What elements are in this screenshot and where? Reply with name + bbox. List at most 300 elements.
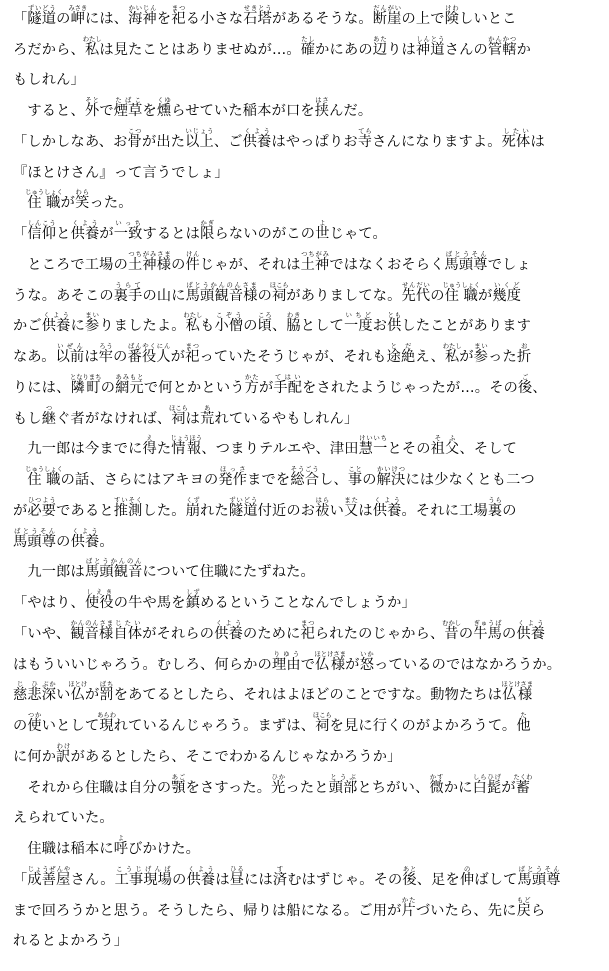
ruby-word	[516, 712, 531, 734]
text-run: と	[56, 226, 71, 242]
ruby-word	[273, 373, 303, 396]
text-run: が	[477, 287, 493, 304]
ruby-word	[115, 373, 144, 396]
ruby-word	[113, 97, 143, 119]
ruby-base: 解決	[376, 472, 406, 488]
text-run: が	[99, 226, 114, 242]
ruby-base: 海神	[128, 10, 157, 27]
furigana: すいそく	[113, 496, 143, 504]
furigana: こぞう	[214, 312, 244, 320]
text-line	[13, 462, 603, 493]
furigana: くよう	[186, 865, 216, 873]
ruby-base: 呼	[113, 841, 129, 857]
ruby-base: 荒	[200, 410, 215, 427]
ruby-base: 先代	[401, 287, 431, 304]
ruby-word	[269, 281, 289, 304]
furigana: わき	[286, 312, 301, 320]
text-run: ら	[530, 902, 546, 919]
ruby-word	[183, 312, 203, 335]
ruby-word	[41, 312, 71, 335]
ruby-base: 慧一	[358, 441, 388, 458]
text-line	[13, 677, 603, 708]
furigana: とうぶ	[328, 773, 358, 781]
furigana: つちがみ	[300, 250, 330, 258]
ruby-base: 観音様	[70, 625, 114, 642]
ruby-word	[113, 835, 129, 857]
ruby-word	[429, 773, 444, 796]
furigana: たくわ	[513, 773, 533, 781]
ruby-base: 断崖	[372, 10, 402, 27]
ruby-word	[517, 373, 533, 396]
text-run: ではなくおそらく	[329, 256, 445, 273]
ruby-base: 情報	[170, 441, 203, 458]
text-run: でしょ	[487, 256, 531, 273]
ruby-base: 世	[315, 226, 330, 242]
ruby-word	[501, 681, 534, 704]
text-run: の	[100, 379, 116, 396]
ruby-word	[55, 343, 85, 365]
text-run: さん。	[70, 871, 115, 888]
furigana: わたし	[82, 35, 102, 43]
furigana: じひ	[13, 681, 42, 689]
furigana: わら	[75, 189, 90, 197]
text-run: かにあの	[315, 41, 373, 58]
furigana: まつ	[185, 343, 200, 350]
ruby-word	[200, 404, 215, 427]
text-run: た	[156, 441, 172, 458]
text-run: とその	[387, 441, 431, 458]
text-run: る小さな	[185, 10, 244, 27]
text-run: をあてるとしたら、それはよほどのことですな。動物たちは	[113, 687, 503, 704]
text-run: 「いや、	[13, 625, 71, 642]
text-run: むはずじゃ。その	[287, 871, 403, 888]
ruby-word	[27, 220, 57, 242]
furigana: くよう	[516, 619, 546, 627]
text-run: の	[502, 502, 517, 519]
furigana: の	[459, 865, 475, 873]
text-run: の話、さらにはアキヨの	[60, 472, 219, 488]
text-run: を	[156, 10, 172, 27]
furigana: いくど	[492, 281, 522, 289]
text-run: 「しかしなあ、お	[13, 133, 128, 150]
ruby-base: 自体	[113, 625, 143, 642]
ruby-word	[113, 281, 143, 304]
ruby-base: 網元	[115, 379, 144, 396]
ruby-base: 鎮	[185, 595, 201, 611]
text-run: れるとよかろう」	[13, 933, 129, 950]
furigana: かんのんさま	[70, 619, 114, 627]
text-line	[13, 154, 603, 185]
ruby-word	[70, 220, 100, 242]
text-run: があるとしたら、そこでわかるんじゃなかろうか」	[70, 748, 402, 765]
text-line	[13, 554, 603, 585]
ruby-word	[387, 312, 402, 335]
text-run: まで回ろうかと思う。そうしたら、帰りは船になる。ご用が	[13, 902, 402, 919]
text-run: も	[200, 318, 215, 335]
ruby-base: 馬頭観音	[84, 564, 143, 581]
furigana: かいけつ	[376, 466, 406, 473]
ruby-base: 参	[473, 349, 489, 365]
text-run: が	[345, 656, 360, 673]
ruby-word	[343, 312, 373, 335]
furigana: くよう	[70, 527, 100, 535]
ruby-word	[41, 404, 57, 427]
text-run: 「	[13, 871, 28, 888]
furigana: ばとうそん	[13, 527, 57, 535]
ruby-word	[68, 681, 88, 704]
ruby-word	[25, 189, 63, 212]
ruby-word	[472, 773, 502, 796]
furigana: となりまち	[69, 373, 102, 381]
furigana: ほとけさま	[314, 650, 346, 658]
furigana: ご	[517, 373, 533, 381]
text-run: すると、	[13, 103, 85, 119]
text-run: うな。あそこの	[13, 287, 114, 304]
ruby-base: 方	[244, 379, 259, 396]
ruby-base: 牢	[98, 349, 114, 365]
furigana: くよう	[70, 220, 100, 227]
ruby-word	[442, 619, 462, 642]
furigana: まい	[84, 312, 100, 320]
furigana: あみもと	[115, 373, 144, 381]
furigana: ずいどう	[27, 4, 57, 12]
furigana: くよう	[41, 312, 71, 320]
text-run: それから住職は自分の	[13, 779, 172, 796]
ruby-word	[82, 35, 102, 58]
furigana: くよう	[214, 619, 243, 627]
ruby-base: 馬頭尊	[13, 533, 57, 550]
furigana: いちど	[343, 312, 373, 320]
text-run: として	[300, 318, 344, 335]
text-run: 、	[532, 379, 547, 396]
ruby-word	[156, 97, 172, 119]
ruby-base: 一致	[113, 226, 143, 242]
furigana: はら	[315, 496, 330, 504]
ruby-word	[487, 496, 503, 519]
text-run: の山に	[142, 287, 186, 304]
text-run: びかけた。	[128, 841, 201, 857]
ruby-base: 供養	[70, 226, 100, 242]
ruby-word	[347, 466, 363, 488]
text-line	[13, 708, 603, 739]
ruby-base: 事	[347, 472, 363, 488]
furigana: りゆう	[271, 650, 301, 658]
ruby-base: 怒	[359, 656, 375, 673]
furigana: ろう	[98, 343, 114, 350]
ruby-word	[271, 773, 286, 796]
ruby-base: 又	[343, 502, 359, 519]
ruby-word	[41, 681, 57, 704]
furigana: とも	[387, 312, 402, 320]
text-run: が出た	[141, 133, 186, 150]
text-run: ろだから、	[13, 41, 85, 58]
ruby-word	[27, 712, 42, 734]
text-line	[13, 246, 603, 277]
ruby-base: 仏様	[501, 687, 534, 704]
furigana: ひつよう	[27, 496, 57, 504]
ruby-base: 光	[271, 779, 286, 796]
text-line	[13, 62, 603, 93]
text-run: がありましてな。	[286, 287, 402, 304]
text-run: りましたよ。	[99, 318, 186, 335]
ruby-word	[98, 343, 114, 365]
ruby-word	[328, 773, 358, 796]
text-run: の	[56, 10, 71, 27]
ruby-word	[343, 496, 359, 519]
ruby-base: 一度	[343, 318, 373, 335]
furigana: わけ	[56, 742, 71, 750]
text-line	[13, 615, 603, 646]
ruby-word	[84, 312, 100, 335]
text-run: 九一郎は今までに	[13, 441, 143, 458]
ruby-base: 馬頭尊	[517, 871, 561, 888]
text-run: は	[530, 133, 545, 150]
ruby-word	[401, 281, 431, 304]
text-run: をさすった。	[185, 779, 272, 796]
text-run: の	[171, 256, 186, 273]
text-run: が	[258, 379, 274, 396]
ruby-base: 顎	[171, 779, 186, 796]
ruby-word	[84, 558, 143, 581]
text-line	[13, 738, 603, 769]
ruby-base: 隧道	[27, 10, 57, 27]
furigana: かた	[244, 373, 259, 381]
ruby-base: 供養	[186, 871, 216, 888]
text-run: ったと	[285, 779, 329, 796]
ruby-base: 深	[41, 687, 57, 704]
furigana: ばち	[99, 681, 114, 689]
furigana: まつ	[300, 619, 315, 627]
text-run: れているんじゃろう。まずは、	[113, 718, 316, 734]
furigana: ばとうそん	[444, 250, 488, 258]
furigana: けわ	[444, 4, 460, 12]
ruby-base: 供養	[372, 502, 402, 519]
text-run: じゃて。	[329, 226, 387, 242]
furigana: くよう	[242, 127, 272, 135]
furigana: あらわ	[97, 712, 116, 719]
furigana: そうごう	[290, 466, 320, 473]
ruby-base: 外	[84, 103, 100, 119]
ruby-word	[516, 343, 532, 365]
ruby-word	[185, 589, 201, 611]
furigana: かた	[401, 896, 416, 904]
ruby-base: 祀	[185, 349, 200, 365]
furigana: しんとう	[415, 35, 445, 43]
text-run: はもういいじゃろう。むしろ、何らかの	[13, 656, 272, 673]
text-line	[13, 339, 603, 370]
text-run: で	[300, 656, 316, 673]
ruby-base: 脇	[286, 318, 301, 335]
text-run: 。それに工場	[401, 502, 488, 519]
ruby-base: 私	[442, 349, 462, 365]
text-run: が	[13, 502, 28, 519]
furigana: じゅうしょく	[442, 281, 481, 289]
furigana: そと	[84, 97, 100, 104]
ruby-word	[300, 250, 330, 273]
ruby-base: 参	[84, 318, 100, 335]
text-run: がそれらの	[142, 625, 215, 642]
text-run: 、足を	[416, 871, 460, 888]
text-run: について住職にたずねた。	[142, 564, 315, 581]
ruby-base: 使役	[84, 595, 114, 611]
furigana: ぶか	[41, 681, 57, 689]
furigana: わたし	[442, 343, 462, 350]
text-line	[13, 431, 603, 462]
furigana: けいいち	[358, 435, 388, 443]
ruby-base: 昼	[229, 871, 245, 888]
ruby-word	[75, 189, 90, 212]
ruby-base: 石塔	[243, 10, 273, 27]
ruby-word	[185, 343, 200, 365]
ruby-word	[372, 35, 388, 58]
document-page	[13, 0, 603, 954]
ruby-word	[300, 619, 315, 642]
text-line	[13, 400, 603, 431]
furigana: かぎ	[200, 220, 215, 227]
text-line	[13, 0, 603, 31]
text-run: い	[329, 502, 344, 519]
ruby-word	[286, 312, 301, 335]
ruby-base: 途絶	[386, 349, 416, 365]
ruby-base: 白髭	[472, 779, 502, 796]
furigana: わたし	[183, 312, 203, 320]
ruby-base: 頃	[257, 318, 273, 335]
ruby-base: 私	[183, 318, 203, 335]
text-run: 「	[13, 226, 28, 242]
furigana: くよう	[372, 496, 402, 504]
text-run: 住職は稲本に	[13, 841, 114, 857]
ruby-base: 戻	[516, 902, 531, 919]
ruby-base: 以上	[185, 133, 214, 150]
ruby-base: 供養	[516, 625, 546, 642]
furigana: しんこう	[27, 220, 57, 227]
text-line	[13, 216, 603, 247]
ruby-word	[501, 127, 531, 150]
ruby-word	[185, 496, 201, 519]
ruby-base: 微	[429, 779, 444, 796]
ruby-base: 骨	[127, 133, 142, 150]
ruby-word	[444, 250, 488, 273]
ruby-base: 伸	[459, 871, 475, 888]
ruby-word	[56, 742, 71, 765]
ruby-base: 祠	[169, 410, 188, 427]
furigana: あご	[171, 773, 186, 781]
text-run: の	[56, 533, 71, 550]
ruby-word	[114, 865, 173, 888]
text-run: するとは	[142, 226, 201, 242]
ruby-base: 祓	[315, 502, 330, 519]
text-run: は	[185, 410, 201, 427]
text-run: の	[430, 287, 445, 304]
ruby-base: 燻	[156, 103, 172, 119]
ruby-word	[27, 4, 57, 27]
furigana: お	[516, 343, 532, 350]
ruby-word	[70, 527, 100, 550]
furigana: かす	[429, 773, 444, 781]
ruby-word	[430, 435, 460, 458]
text-run: った	[488, 349, 517, 365]
furigana: しえき	[84, 589, 114, 596]
text-run: の上で	[401, 10, 445, 27]
ruby-base: 険	[444, 10, 460, 27]
ruby-base: 理由	[271, 656, 301, 673]
furigana: あと	[402, 865, 417, 873]
furigana: しず	[185, 589, 201, 596]
text-run: れた	[200, 502, 229, 519]
text-run: の	[172, 871, 187, 888]
furigana: だんがい	[372, 4, 402, 12]
text-line	[13, 308, 603, 339]
ruby-base: 煙草	[113, 103, 143, 119]
ruby-word	[442, 281, 481, 304]
furigana: いぜん	[55, 343, 85, 350]
text-run: られたのじゃから、	[314, 625, 445, 642]
text-line	[13, 646, 603, 677]
furigana: むかし	[442, 619, 462, 627]
ruby-base: 折	[516, 349, 532, 365]
furigana: た	[516, 712, 531, 719]
ruby-word	[27, 496, 57, 519]
text-run: 、	[272, 318, 287, 335]
furigana: くず	[185, 496, 201, 504]
ruby-base: 仏様	[314, 656, 346, 673]
text-run: を見に行くのがよかろうて。	[329, 718, 517, 734]
text-run: ぐ者がなければ、	[56, 410, 172, 427]
ruby-word	[401, 896, 416, 919]
ruby-word	[271, 650, 301, 673]
text-run: ところで工場の	[13, 256, 128, 273]
text-run: っていたそうじゃが、それも	[199, 349, 387, 365]
text-run: 。	[99, 533, 114, 550]
furigana: つ	[41, 404, 57, 412]
furigana: しらひげ	[472, 773, 502, 781]
ruby-word	[68, 4, 88, 27]
text-run: さんの	[444, 41, 488, 58]
furigana: ほこら	[312, 712, 332, 719]
ruby-base: 裏手	[113, 287, 143, 304]
ruby-word	[97, 712, 116, 734]
ruby-word	[359, 650, 375, 673]
furigana: かんかつ	[487, 35, 517, 43]
ruby-word	[185, 250, 200, 273]
furigana: ほとけさま	[501, 681, 534, 689]
furigana: ほっさ	[218, 466, 248, 473]
text-run: で	[99, 103, 114, 119]
ruby-base: 寺	[357, 133, 373, 150]
text-run: えられていた。	[13, 810, 114, 827]
text-run: 付近のお	[257, 502, 316, 519]
ruby-base: 成善屋	[27, 871, 71, 888]
text-run: れているやもしれん」	[214, 410, 359, 427]
ruby-base: 慈悲	[13, 687, 42, 704]
text-run: か	[516, 41, 532, 58]
ruby-base: 片	[401, 902, 416, 919]
ruby-word	[84, 589, 114, 611]
ruby-base: 必要	[27, 502, 57, 519]
ruby-base: 祀	[300, 625, 315, 642]
ruby-base: 罰	[99, 687, 114, 704]
ruby-base: 供	[387, 318, 402, 335]
text-run: もし	[13, 410, 42, 427]
ruby-base: 昔	[442, 625, 462, 642]
furigana: つか	[27, 712, 42, 719]
ruby-base: 幾度	[492, 287, 522, 304]
ruby-base: 済	[272, 871, 288, 888]
furigana: ころ	[257, 312, 272, 320]
text-line	[13, 769, 603, 800]
ruby-base: 供養	[214, 625, 243, 642]
furigana: ほとけ	[68, 681, 88, 689]
